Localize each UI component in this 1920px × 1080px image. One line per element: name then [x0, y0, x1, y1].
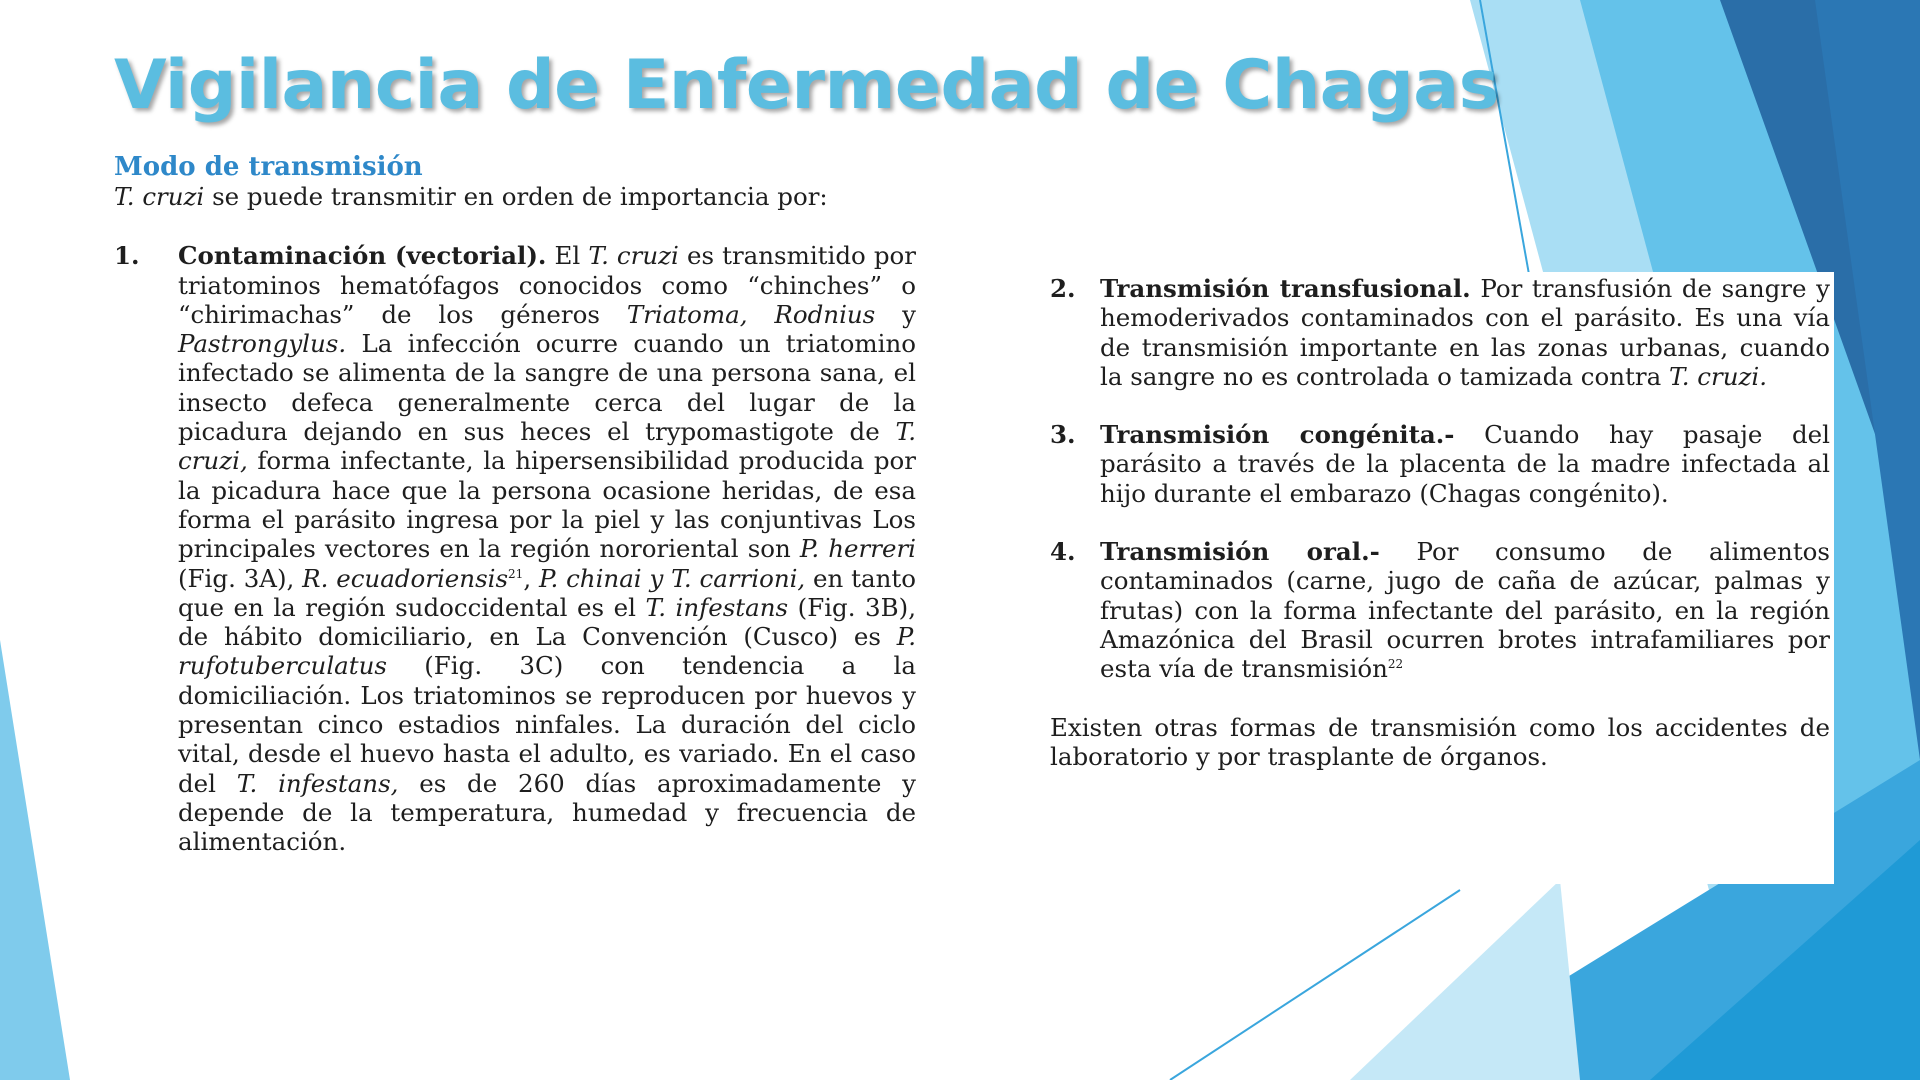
intro-em: T. cruzi — [114, 182, 205, 211]
item-text-run: La infección ocurre cuando un triatomino infectado se alimenta de la sangre de una persona sana, el insecto defeca generalmente cerca del lugar de la picadura dejando en sus heces el trypomastigote de — [178, 329, 916, 447]
section-heading: Modo de transmisión — [114, 152, 423, 182]
right-column — [1050, 274, 1830, 771]
item-text-run: Cuando hay pasaje del parásito a través de la placenta de la madre infectada al hijo durante el embarazo (Chagas congénito). — [1100, 420, 1830, 508]
slide-title: Vigilancia de Enfermedad de Chagas — [114, 46, 1499, 125]
item-number: 4. — [1050, 537, 1076, 567]
list-item-3 — [1050, 420, 1830, 508]
item-text-run: , — [523, 563, 539, 593]
list-item-4 — [1050, 537, 1830, 683]
item-em: P. chinai y T. carrioni, — [538, 563, 806, 593]
item-text-run: (Fig. 3C) con tendencia a la domiciliación. Los triatominos se reproducen por huevos y presentan cinco estadios ninfales. La duración del ciclo vital, desde el huevo hasta el adulto, es variado. En el caso del — [178, 651, 916, 798]
item-number: 3. — [1050, 420, 1076, 450]
item-number: 1. — [114, 241, 140, 271]
item-em: T. cruzi, — [178, 417, 916, 476]
item-em: P. herreri — [799, 534, 916, 564]
item-text — [1100, 537, 1830, 683]
item-em: T. cruzi. — [1668, 361, 1768, 391]
item-em: T. infestans — [645, 592, 789, 622]
item-text-run: (Fig. 3B), de hábito domiciliario, en La Convención (Cusco) es — [178, 592, 916, 652]
item-title: Contaminación (vectorial). — [178, 241, 547, 271]
item-text — [1100, 274, 1830, 391]
item-number: 2. — [1050, 274, 1076, 303]
item-em: Triatoma, Rodnius — [626, 299, 876, 329]
list-item-2 — [1050, 274, 1830, 391]
right-text-panel — [1030, 272, 1834, 884]
item-text-run: forma infectante, la hipersensibilidad producida por la picadura hace que la persona ocasione heridas, de esa forma el parásito ingresa por la piel y las conjuntivas Los principales vectores en la región nororiental son — [178, 446, 916, 564]
footnote-ref: 21 — [508, 566, 524, 581]
item-text — [1100, 420, 1830, 508]
item-title: Transmisión oral.- — [1100, 537, 1380, 567]
left-accent-shape — [0, 640, 70, 1080]
item-text-run: Por consumo de alimentos contaminados (carne, jugo de caña de azúcar, palmas y frutas) con la forma infectante del parásito, en la región Amazónica del Brasil ocurren brotes intrafamiliares por esta vía de transmisión — [1100, 537, 1830, 684]
item-text-run: (Fig. 3A), — [178, 563, 303, 593]
item-em: R. ecuadoriensis — [302, 563, 509, 593]
intro-paragraph — [114, 182, 916, 211]
left-column — [114, 152, 916, 857]
item-text-run: es de 260 días aproximadamente y depende de la temperatura, humedad y frecuencia de alimentación. — [178, 768, 916, 857]
item-title: Transmisión transfusional. — [1100, 274, 1471, 303]
item-em: Pastrongylus. — [178, 329, 347, 359]
item-em: T. infestans, — [236, 768, 399, 798]
item-text — [178, 241, 916, 856]
item-text-run: en tanto que en la región sudoccidental es el — [178, 563, 916, 622]
item-text-run: es transmitido por triatominos hematófagos conocidos como “chinches” o “chirimachas” de los géneros — [178, 241, 917, 329]
closing-paragraph: Existen otras formas de transmisión como los accidentes de laboratorio y por trasplante de órganos. — [1050, 712, 1830, 771]
bottom-facet-pale — [1350, 880, 1580, 1080]
item-em: T. cruzi — [588, 241, 679, 271]
item-text-run: Por transfusión de sangre y hemoderivados contaminados con el parásito. Es una vía de transmisión importante en las zonas urbanas, cuando la sangre no es controlada o tamizada contra — [1100, 274, 1830, 391]
item-text-run: y — [875, 299, 916, 329]
item-title: Transmisión congénita.- — [1100, 420, 1455, 450]
item-em: P. rufotuberculatus — [178, 622, 916, 681]
list-item-1 — [114, 241, 916, 856]
item-text-run: El — [546, 241, 589, 271]
footnote-ref: 22 — [1387, 657, 1404, 672]
intro-rest: se puede transmitir en orden de importancia por: — [204, 182, 828, 211]
